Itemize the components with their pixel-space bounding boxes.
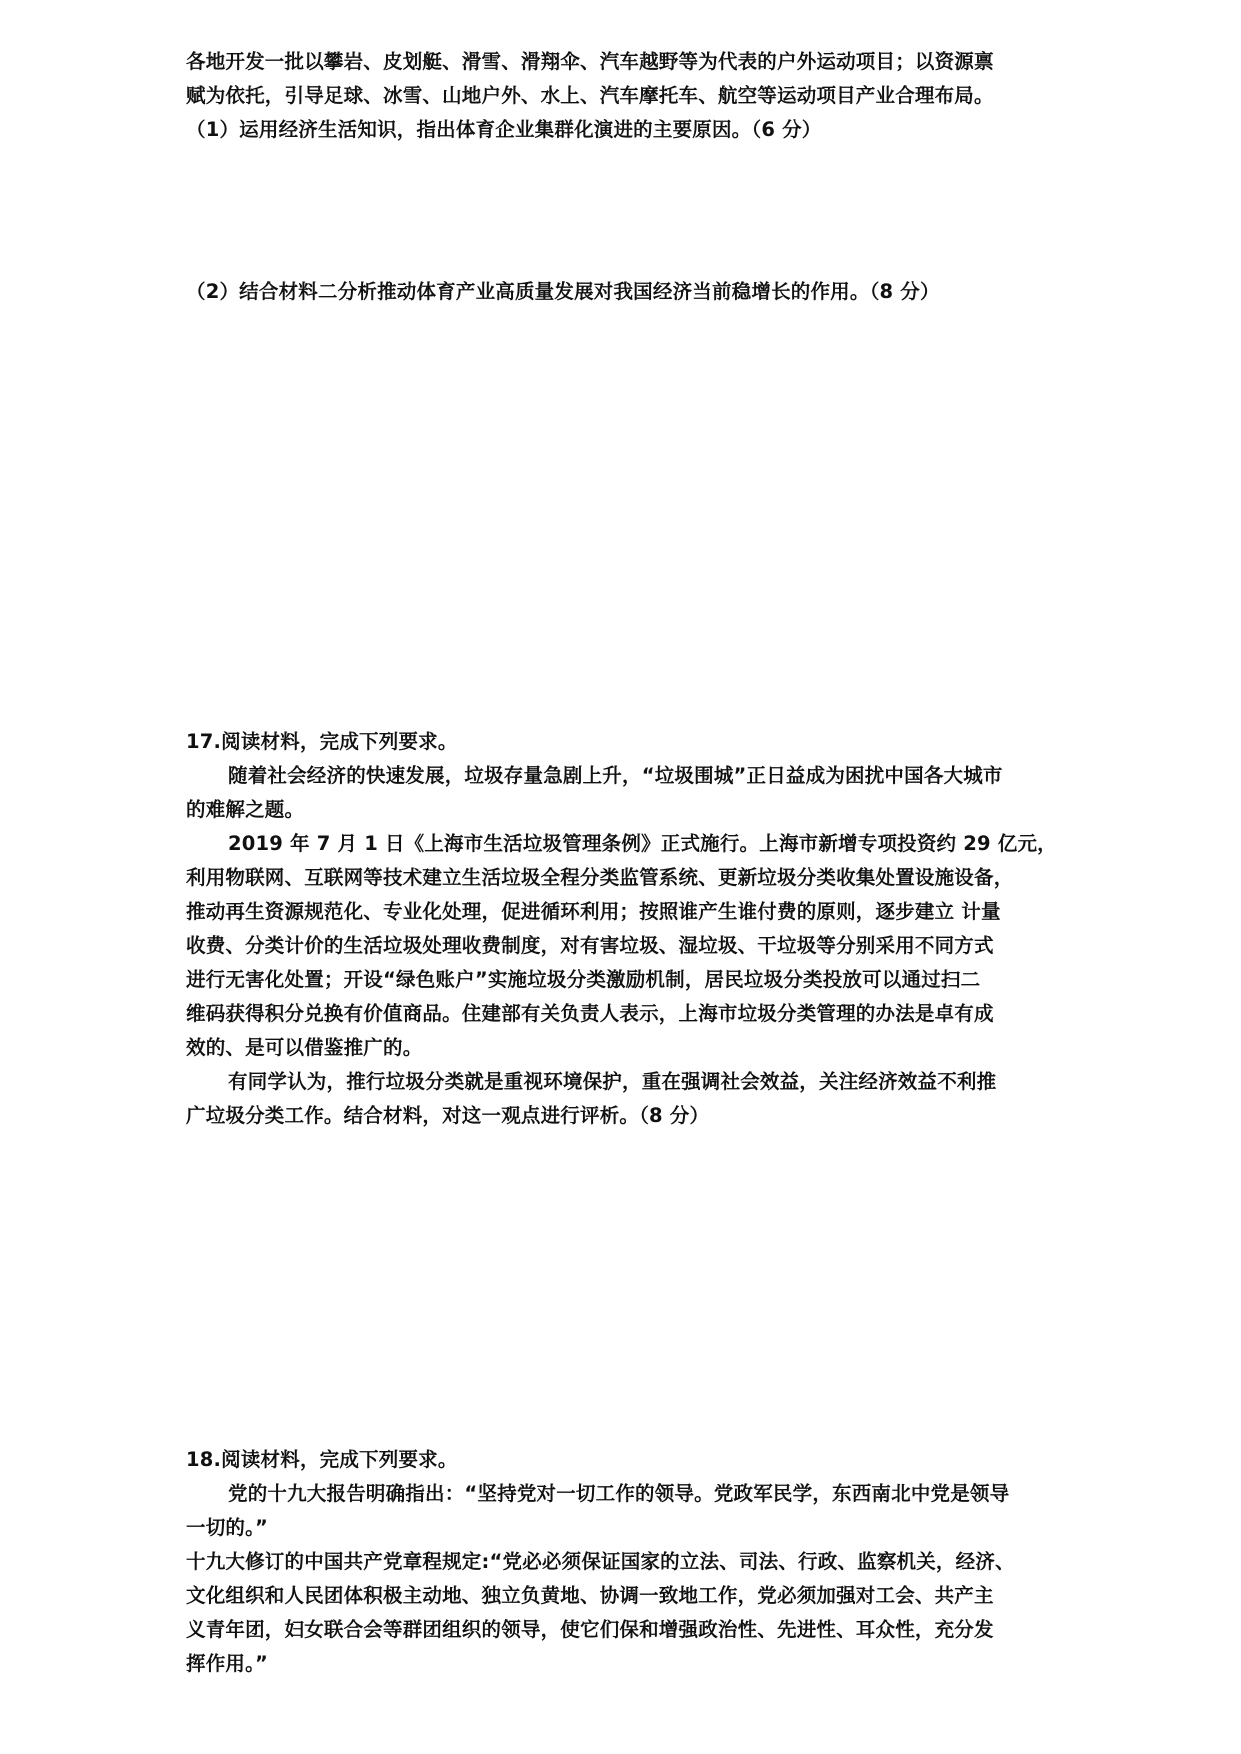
q17-para2-line-2: 利用物联网、互联网等技术建立生活垃圾全程分类监管系统、更新垃圾分类收集处置设施设备， [186,866,1014,889]
q17-para3-line-1: 有同学认为，推行垃圾分类就是重视环境保护，重在强调社会效益，关注经济效益不利推 [228,1070,997,1093]
q17-para2-line-1: 2019 年 7 月 1 日《上海市生活垃圾管理条例》正式施行。上海市新增专项投资约 29 亿元， [228,832,1057,855]
question-17-heading: 17.阅读材料，完成下列要求。 [186,730,458,753]
q18-para2-line-4: 挥作用。” [186,1652,269,1675]
q18-para2-line-1: 十九大修订的中国共产党章程规定:“党必必须保证国家的立法、司法、行政、监察机关，经济、 [186,1550,1015,1573]
intro-line-2: 赋为依托，引导足球、冰雪、山地户外、水上、汽车摩托车、航空等运动项目产业合理布局。 [186,84,994,107]
q17-para2-line-6: 维码获得积分兑换有价值商品。住建部有关负责人表示，上海市垃圾分类管理的办法是卓有成 [186,1002,994,1025]
q17-para2-line-7: 效的、是可以借鉴推广的。 [186,1036,423,1059]
q17-para3-line-2: 广垃圾分类工作。结合材料，对这一观点进行评析。（8 分） [186,1104,710,1127]
q18-para1-line-2: 一切的。” [186,1516,269,1539]
question-16-part-2: （2）结合材料二分析推动体育产业高质量发展对我国经济当前稳增长的作用。（8 分） [186,280,940,303]
q17-para2-line-5: 进行无害化处置；开设“绿色账户”实施垃圾分类激励机制，居民垃圾分类投放可以通过扫二 [186,968,981,991]
q18-para1-line-1: 党的十九大报告明确指出：“坚持党对一切工作的领导。党政军民学，东西南北中党是领导 [228,1482,1010,1505]
q17-para2-line-3: 推动再生资源规范化、专业化处理，促进循环利用；按照谁产生谁付费的原则，逐步建立 计量 [186,900,1001,923]
intro-line-1: 各地开发一批以攀岩、皮划艇、滑雪、滑翔伞、汽车越野等为代表的户外运动项目；以资源禀 [186,50,994,73]
q17-para1-line-2: 的难解之题。 [186,798,305,821]
q17-para2-line-4: 收费、分类计价的生活垃圾处理收费制度，对有害垃圾、湿垃圾、干垃圾等分别采用不同方式 [186,934,994,957]
q17-para1-line-1: 随着社会经济的快速发展，垃圾存量急剧上升，“垃圾围城”正日益成为困扰中国各大城市 [228,764,1003,787]
question-18-heading: 18.阅读材料，完成下列要求。 [186,1448,458,1471]
question-16-part-1: （1）运用经济生活知识，指出体育企业集群化演进的主要原因。（6 分） [186,118,822,141]
q18-para2-line-3: 义青年团，妇女联合会等群团组织的领导，使它们保和增强政治性、先进性、耳众性，充分发 [186,1618,994,1641]
q18-para2-line-2: 文化组织和人民团体积极主动地、独立负黄地、协调一致地工作，党必须加强对工会、共产主 [186,1584,994,1607]
